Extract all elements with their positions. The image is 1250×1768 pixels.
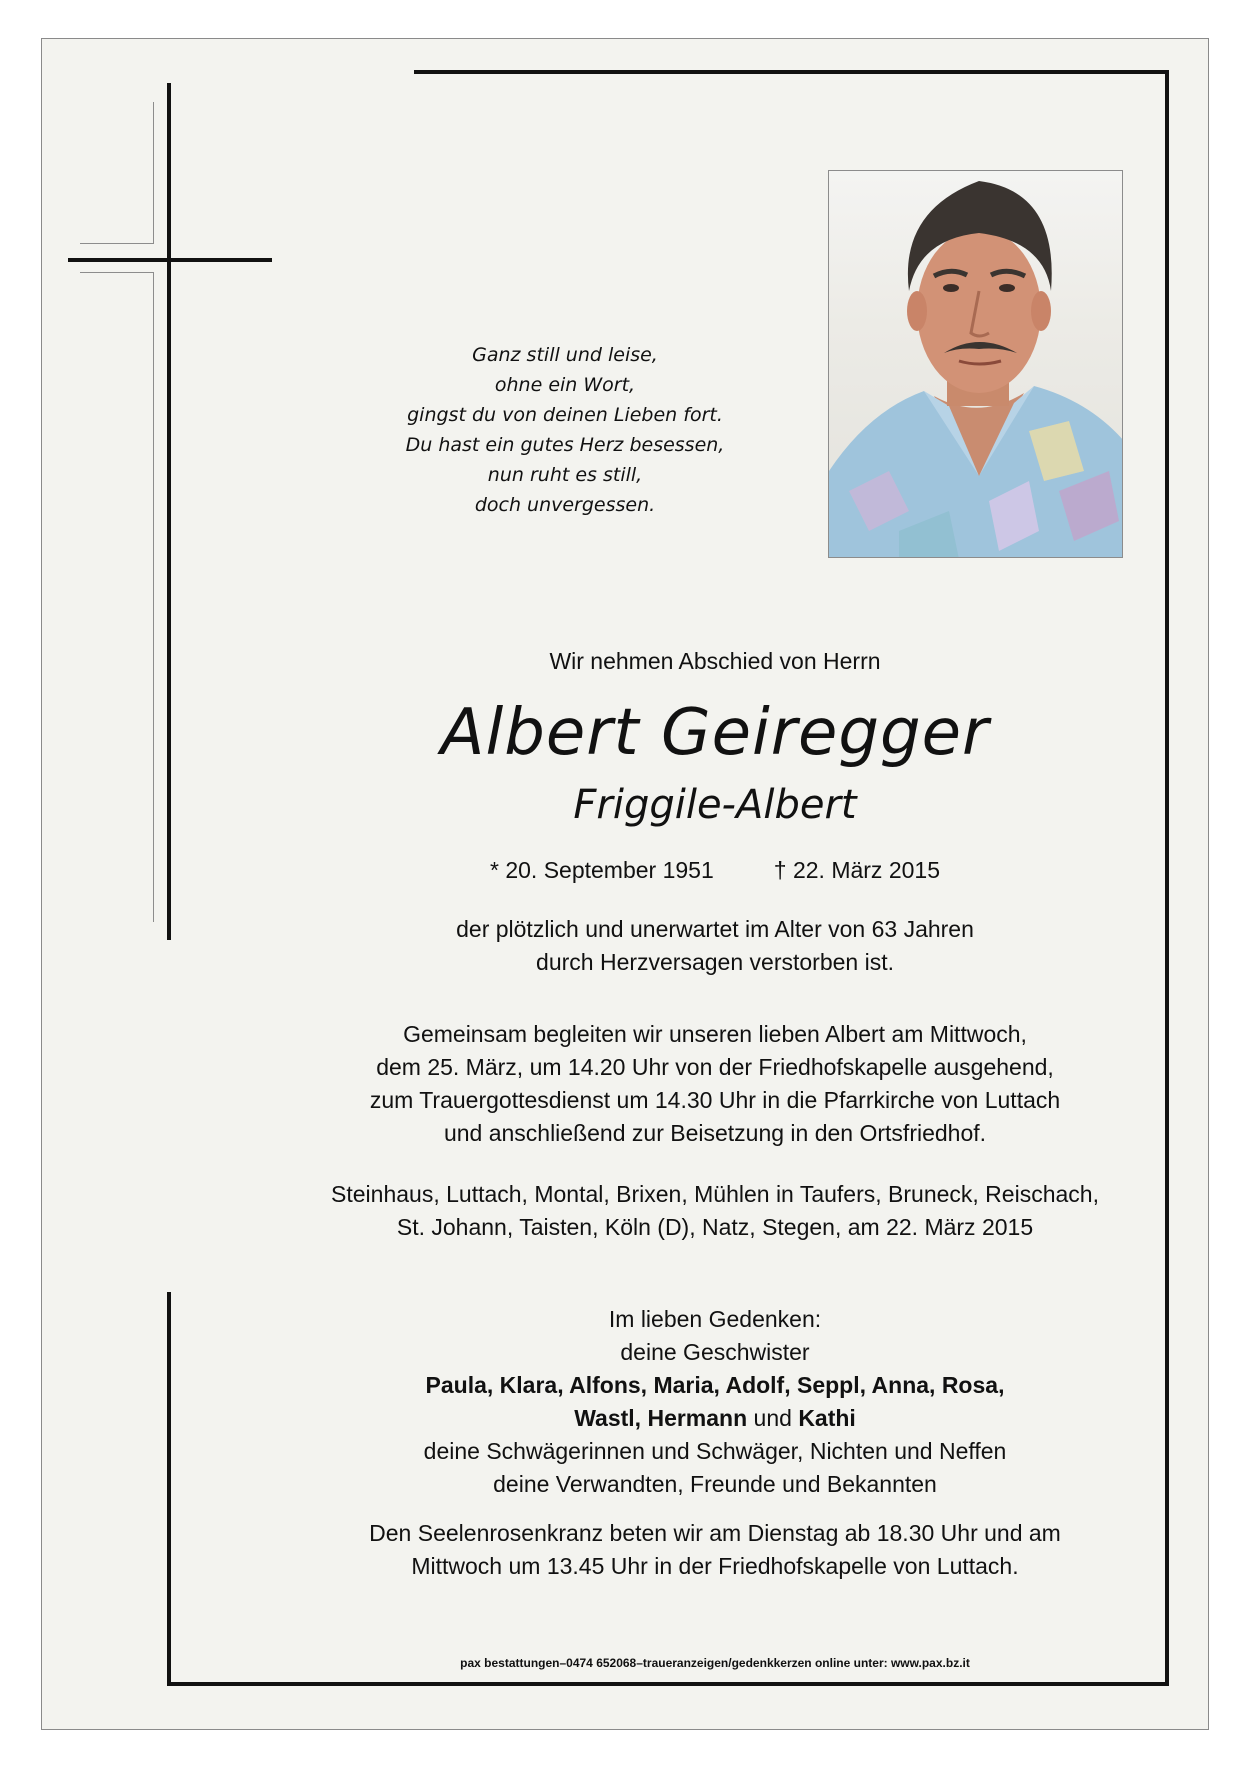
poem-line: nun ruht es still, xyxy=(487,464,643,486)
funeral-info xyxy=(290,1018,1140,1150)
cross-horizontal-bar xyxy=(68,258,272,262)
funeral-line: zum Trauergottesdienst um 14.30 Uhr in die Pfarrkirche von Luttach xyxy=(369,1087,1061,1113)
funeral-line: dem 25. März, um 14.20 Uhr von der Friedhofskapelle ausgehend, xyxy=(376,1054,1054,1080)
cross-shadow-horizontal-lower xyxy=(80,272,154,273)
siblings-names-b: Kathi xyxy=(798,1405,856,1431)
poem-line: Ganz still und leise, xyxy=(472,344,658,366)
cross-vertical-bar xyxy=(167,83,171,940)
siblings-names-line1: Paula, Klara, Alfons, Maria, Adolf, Seppl, Anna, Rosa, xyxy=(425,1372,1005,1398)
siblings-and: und xyxy=(747,1405,799,1431)
portrait-photo xyxy=(828,170,1123,558)
funeral-home-footer: pax bestattungen–0474 652068–traueranzeigen/gedenkkerzen online unter: www.pax.bz.it xyxy=(460,1656,970,1670)
death-date: † 22. März 2015 xyxy=(773,857,940,883)
birth-date: * 20. September 1951 xyxy=(490,857,714,883)
places-line: Steinhaus, Luttach, Montal, Brixen, Mühlen in Taufers, Bruneck, Reischach, xyxy=(331,1181,1099,1207)
poem-line: gingst du von deinen Lieben fort. xyxy=(407,404,723,426)
cross-shadow-horizontal-upper xyxy=(80,243,154,244)
mourners-list xyxy=(290,1303,1140,1501)
mourners-heading: Im lieben Gedenken: xyxy=(608,1306,822,1332)
funeral-line: Gemeinsam begleiten wir unseren lieben Albert am Mittwoch, xyxy=(403,1021,1027,1047)
rosary-line: Den Seelenrosenkranz beten wir am Dienstag ab 18.30 Uhr und am xyxy=(369,1520,1061,1546)
poem-line: Du hast ein gutes Herz besessen, xyxy=(405,434,725,456)
life-dates xyxy=(300,857,1130,884)
portrait-illustration xyxy=(829,171,1123,558)
relatives-line: deine Verwandten, Freunde und Bekannten xyxy=(493,1471,937,1497)
intro-text: Wir nehmen Abschied von Herrn xyxy=(549,648,881,674)
rosary-info xyxy=(290,1517,1140,1583)
funeral-line: und anschließend zur Beisetzung in den Ortsfriedhof. xyxy=(443,1120,987,1146)
cross-shadow-vertical-lower xyxy=(153,272,154,922)
rosary-line: Mittwoch um 13.45 Uhr in der Friedhofskapelle von Luttach. xyxy=(411,1553,1019,1579)
places-and-date xyxy=(290,1178,1140,1244)
inlaws-line: deine Schwägerinnen und Schwäger, Nichten und Neffen xyxy=(423,1438,1007,1464)
poem-line: ohne ein Wort, xyxy=(494,374,636,396)
places-line: St. Johann, Taisten, Köln (D), Natz, Stegen, am 22. März 2015 xyxy=(396,1214,1034,1240)
siblings-names-a: Wastl, Hermann xyxy=(574,1405,748,1431)
frame-bottom-line xyxy=(167,1682,1169,1686)
frame-top-line xyxy=(414,70,1168,74)
memorial-poem xyxy=(360,340,770,520)
siblings-label: deine Geschwister xyxy=(620,1339,810,1365)
frame-left-lower-line xyxy=(167,1292,171,1686)
cause-line: durch Herzversagen verstorben ist. xyxy=(536,949,894,975)
siblings-names-line2 xyxy=(290,1402,1140,1435)
cross-shadow-vertical-upper xyxy=(153,102,154,244)
deceased-name: Albert Geiregger xyxy=(440,696,990,770)
deceased-nickname: Friggile-Albert xyxy=(573,782,857,828)
frame-right-line xyxy=(1165,70,1169,1686)
cause-of-death xyxy=(290,913,1140,979)
cause-line: der plötzlich und unerwartet im Alter von 63 Jahren xyxy=(456,916,974,942)
poem-line: doch unvergessen. xyxy=(474,494,656,516)
